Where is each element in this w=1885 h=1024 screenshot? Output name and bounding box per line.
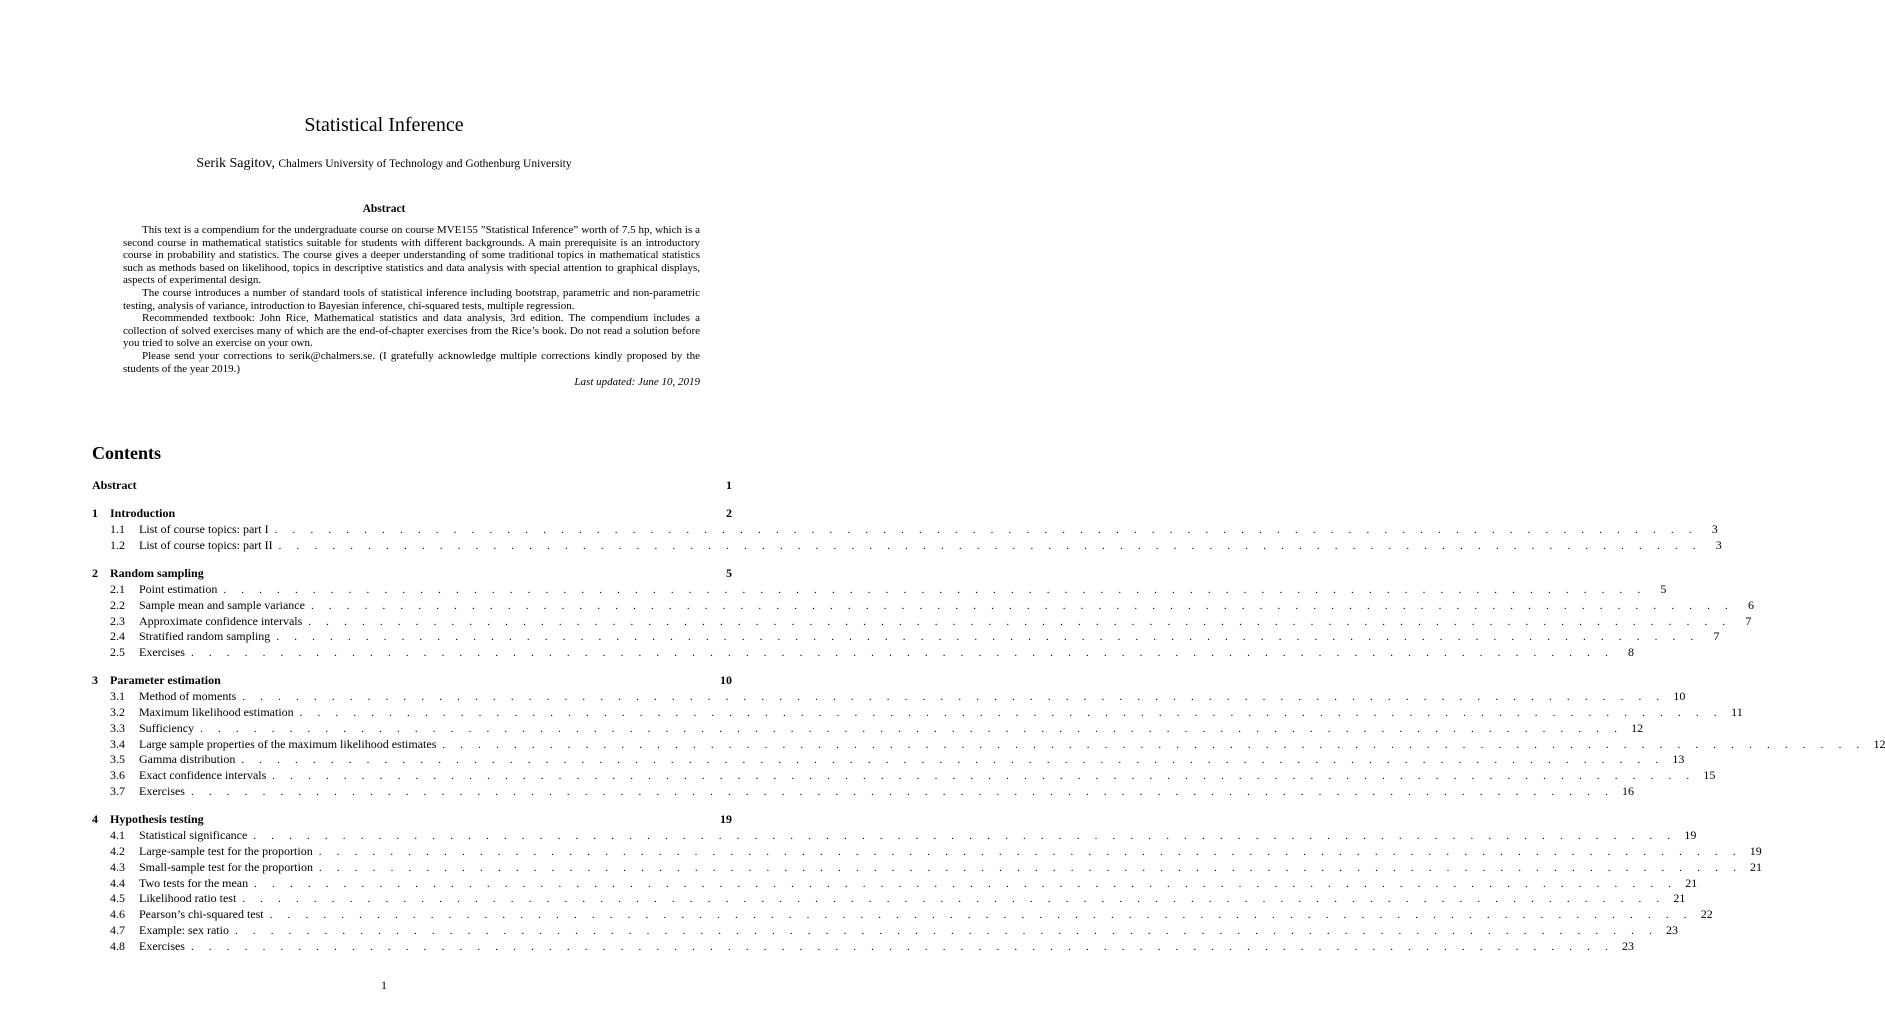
toc-section-entry[interactable]: [92, 752, 1685, 768]
toc-entry-page: 23: [1666, 922, 1679, 937]
author-line: [0, 156, 768, 172]
toc-entry-label: Introduction: [110, 506, 176, 521]
toc-entry-page: 2: [726, 506, 732, 521]
toc-entry-page: 16: [1622, 784, 1635, 799]
toc-entry-label: Maximum likelihood estimation: [139, 705, 294, 720]
toc-entry-number: 2.1: [110, 581, 125, 596]
toc-entry-label: Small-sample test for the proportion: [139, 859, 313, 874]
toc-chapter-entry[interactable]: [92, 673, 732, 689]
toc-entry-number: 1.1: [110, 522, 125, 537]
toc-entry-label: Exercises: [139, 784, 185, 799]
toc-section-entry[interactable]: [92, 629, 1720, 645]
toc-dot-leader: . . . . . . . . . . . . . . . . . . . . . . . . . . . . . . . . . . . . . . . . . . . . . . . . . . . . . . . . . . . . . . . . . . . . . . . . . . . . . . . .: [242, 893, 1666, 906]
abstract-paragraph: Please send your corrections to serik@chalmers.se. (I gratefully acknowledge multiple corrections kindly proposed by the students of the year 2019.): [123, 349, 700, 375]
toc-entry-label: Statistical significance: [139, 828, 248, 843]
toc-entry-number: 3.7: [110, 784, 125, 799]
abstract-body: [123, 224, 700, 389]
toc-entry-page: 5: [726, 566, 732, 581]
toc-entry-label: Exact confidence intervals: [139, 768, 267, 783]
toc-section-entry[interactable]: [92, 843, 1762, 860]
abstract-paragraph: The course introduces a number of standard tools of statistical inference including bootstrap, parametric and non-parametric testing, analysis of variance, introduction to Bayesian inference, chi-squared tests, multiple regression.: [123, 286, 700, 312]
toc-entry-label: Approximate confidence intervals: [139, 613, 303, 628]
author-name: Serik Sagitov,: [196, 156, 275, 171]
toc-section-entry[interactable]: [92, 705, 1743, 721]
toc-dot-leader: . . . . . . . . . . . . . . . . . . . . . . . . . . . . . . . . . . . . . . . . . . . . . . . . . . . . . . . . . . . . . . . . . . . . . . . . . . . . . . . .: [299, 707, 1723, 720]
toc-section-entry[interactable]: [92, 736, 1885, 753]
toc-dot-leader: . . . . . . . . . . . . . . . . . . . . . . . . . . . . . . . . . . . . . . . . . . . . . . . . . . . . . . . . . . . . . . . . . . . . . . . . . . . . . . . .: [190, 786, 1615, 799]
toc-entry-number: 4.7: [110, 922, 125, 937]
toc-entry-number: 2.5: [110, 645, 125, 660]
toc-section-entry[interactable]: [92, 645, 1635, 661]
toc-entry-number: 3.4: [110, 736, 125, 751]
toc-entry-page: 1: [726, 478, 732, 492]
toc-entry-label: Pearson’s chi-squared test: [139, 907, 264, 922]
toc-dot-leader: . . . . . . . . . . . . . . . . . . . . . . . . . . . . . . . . . . . . . . . . . . . . . . . . . . . . . . . . . . . . . . . . . . . . . . . . . . . . . . . .: [442, 738, 1866, 751]
table-of-contents: [92, 478, 1885, 955]
toc-entry-label: List of course topics: part I: [139, 522, 269, 537]
toc-entry-number: 4.5: [110, 891, 125, 906]
document-title: Statistical Inference: [304, 114, 464, 136]
toc-section-entry[interactable]: [92, 907, 1713, 923]
toc-dot-leader: . . . . . . . . . . . . . . . . . . . . . . . . . . . . . . . . . . . . . . . . . . . . . . . . . . . . . . . . . . . . . . . . . . . . . . . . . . . . . . . .: [272, 770, 1696, 783]
toc-entry-page: 22: [1700, 907, 1713, 922]
toc-entry-page: 3: [1711, 522, 1718, 537]
toc-section-entry[interactable]: [92, 613, 1752, 630]
toc-section-entry[interactable]: [92, 720, 1644, 737]
toc-dot-leader: . . . . . . . . . . . . . . . . . . . . . . . . . . . . . . . . . . . . . . . . . . . . . . . . . . . . . . . . . . . . . . . . . . . . . . . . . . . . . . . .: [310, 599, 1734, 612]
toc-dot-leader: . . . . . . . . . . . . . . . . . . . . . . . . . . . . . . . . . . . . . . . . . . . . . . . . . . . . . . . . . . . . . . . . . . . . . . . . . . . . . . . .: [241, 754, 1665, 767]
toc-entry-label: Large-sample test for the proportion: [139, 843, 313, 858]
toc-entry-page: 5: [1660, 581, 1667, 596]
toc-entry-page: 10: [720, 673, 732, 688]
toc-entry-number: 2.3: [110, 613, 125, 628]
toc-entry-number: 3: [92, 673, 98, 688]
toc-entry-number: 4.2: [110, 843, 125, 858]
toc-dot-leader: . . . . . . . . . . . . . . . . . . . . . . . . . . . . . . . . . . . . . . . . . . . . . . . . . . . . . . . . . . . . . . . . . . . . . . . . . . . . . . . .: [318, 861, 1743, 874]
toc-entry-page: 12: [1873, 736, 1885, 751]
toc-section-entry[interactable]: [92, 768, 1716, 784]
toc-dot-leader: . . . . . . . . . . . . . . . . . . . . . . . . . . . . . . . . . . . . . . . . . . . . . . . . . . . . . . . . . . . . . . . . . . . . . . . . . . . . . . . .: [190, 647, 1615, 660]
toc-dot-leader: . . . . . . . . . . . . . . . . . . . . . . . . . . . . . . . . . . . . . . . . . . . . . . . . . . . . . . . . . . . . . . . . . . . . . . . . . . . . . . . .: [253, 830, 1677, 843]
toc-section-entry[interactable]: [92, 938, 1635, 955]
toc-entry-page: 21: [1685, 875, 1698, 890]
toc-entry-page: 12: [1631, 720, 1644, 735]
toc-entry-page: 19: [1749, 843, 1762, 858]
toc-entry-number: 2.2: [110, 597, 125, 612]
toc-section-entry[interactable]: [92, 875, 1698, 892]
toc-section-entry[interactable]: [92, 891, 1686, 907]
toc-entry-label: Parameter estimation: [110, 673, 221, 688]
toc-entry-number: 4.8: [110, 938, 125, 953]
toc-entry-number: 2.4: [110, 629, 125, 644]
toc-dot-leader: . . . . . . . . . . . . . . . . . . . . . . . . . . . . . . . . . . . . . . . . . . . . . . . . . . . . . . . . . . . . . . . . . . . . . . . . . . . . . . . .: [278, 539, 1702, 552]
toc-section-entry[interactable]: [92, 828, 1697, 844]
toc-entry-number: 3.2: [110, 705, 125, 720]
toc-entry-label: List of course topics: part II: [139, 537, 273, 552]
toc-dot-leader: . . . . . . . . . . . . . . . . . . . . . . . . . . . . . . . . . . . . . . . . . . . . . . . . . . . . . . . . . . . . . . . . . . . . . . . . . . . . . . . .: [190, 940, 1615, 953]
toc-entry-label: Large sample properties of the maximum likelihood estimates: [139, 736, 437, 751]
toc-entry-number: 4.4: [110, 875, 125, 890]
toc-entry-number: 2: [92, 566, 98, 581]
toc-dot-leader: . . . . . . . . . . . . . . . . . . . . . . . . . . . . . . . . . . . . . . . . . . . . . . . . . . . . . . . . . . . . . . . . . . . . . . . . . . . . . . . .: [276, 631, 1700, 644]
toc-entry-number: 3.3: [110, 720, 125, 735]
toc-entry-label: Hypothesis testing: [110, 812, 204, 827]
toc-entry-page: 21: [1673, 891, 1686, 906]
toc-dot-leader: . . . . . . . . . . . . . . . . . . . . . . . . . . . . . . . . . . . . . . . . . . . . . . . . . . . . . . . . . . . . . . . . . . . . . . . . . . . . . . . .: [254, 877, 1678, 890]
toc-dot-leader: . . . . . . . . . . . . . . . . . . . . . . . . . . . . . . . . . . . . . . . . . . . . . . . . . . . . . . . . . . . . . . . . . . . . . . . . . . . . . . . .: [200, 722, 1624, 735]
contents-heading: Contents: [92, 443, 162, 463]
author-affiliation: Chalmers University of Technology and Gothenburg University: [278, 158, 572, 170]
toc-chapter-entry[interactable]: [92, 812, 732, 828]
last-updated: Last updated: June 10, 2019: [574, 376, 700, 389]
toc-section-entry[interactable]: [92, 922, 1679, 939]
toc-entry-label: Method of moments: [139, 689, 237, 704]
abstract-paragraph: Recommended textbook: John Rice, Mathematical statistics and data analysis, 3rd edition. The compendium includes a collection of solved exercises many of which are the end-of-chapter exercises from the Rice’s book. Do not read a solution before you tried to solve an exercise on your own.: [123, 312, 700, 350]
toc-dot-leader: . . . . . . . . . . . . . . . . . . . . . . . . . . . . . . . . . . . . . . . . . . . . . . . . . . . . . . . . . . . . . . . . . . . . . . . . . . . . . . . .: [242, 691, 1666, 704]
toc-entry-page: 21: [1750, 859, 1763, 874]
toc-entry-label: Sample mean and sample variance: [139, 597, 305, 612]
toc-section-entry[interactable]: [92, 784, 1635, 800]
toc-section-entry[interactable]: [92, 597, 1754, 614]
toc-section-entry[interactable]: [92, 581, 1667, 598]
toc-entry-label: Random sampling: [110, 566, 204, 581]
toc-dot-leader: . . . . . . . . . . . . . . . . . . . . . . . . . . . . . . . . . . . . . . . . . . . . . . . . . . . . . . . . . . . . . . . . . . . . . . . . . . . . . . . .: [308, 615, 1732, 628]
toc-entry-page: 7: [1713, 629, 1720, 644]
toc-dot-leader: . . . . . . . . . . . . . . . . . . . . . . . . . . . . . . . . . . . . . . . . . . . . . . . . . . . . . . . . . . . . . . . . . . . . . . . . . . . . . . . .: [274, 524, 1698, 537]
toc-section-entry[interactable]: [92, 522, 1718, 538]
toc-dot-leader: . . . . . . . . . . . . . . . . . . . . . . . . . . . . . . . . . . . . . . . . . . . . . . . . . . . . . . . . . . . . . . . . . . . . . . . . . . . . . . . .: [318, 845, 1742, 858]
abstract-heading: Abstract: [362, 203, 406, 215]
toc-chapter-entry[interactable]: [92, 566, 732, 582]
toc-entry-label: Two tests for the mean: [139, 875, 249, 890]
toc-entry-page: 23: [1622, 938, 1635, 953]
toc-entry-number: 1.2: [110, 537, 125, 552]
toc-entry-page: 8: [1628, 645, 1635, 660]
toc-entry-label: Abstract: [92, 478, 137, 492]
toc-section-entry[interactable]: [92, 689, 1686, 705]
toc-entry-page: 11: [1731, 705, 1743, 720]
toc-entry-number: 1: [92, 506, 98, 521]
toc-dot-leader: . . . . . . . . . . . . . . . . . . . . . . . . . . . . . . . . . . . . . . . . . . . . . . . . . . . . . . . . . . . . . . . . . . . . . . . . . . . . . . . .: [223, 583, 1647, 596]
abstract-paragraph: This text is a compendium for the undergraduate course on course MVE155 ”Statistical Inference” worth of 7.5 hp, which is a second course in mathematical statistics suitable for students with different backgrounds. A main prerequisite is an introductory course in probability and statistics. The course gives a deeper understanding of some traditional topics in mathematical statistics such as methods based on likelihood, topics in descriptive statistics and data analysis with special attention to graphical displays, aspects of experimental design.: [123, 224, 700, 287]
toc-entry-page: 10: [1673, 689, 1686, 704]
toc-entry-label: Example: sex ratio: [139, 922, 229, 937]
toc-entry-number: 3.5: [110, 752, 125, 767]
toc-entry-number: 4: [92, 812, 98, 827]
toc-entry-page: 13: [1672, 752, 1685, 767]
toc-dot-leader: . . . . . . . . . . . . . . . . . . . . . . . . . . . . . . . . . . . . . . . . . . . . . . . . . . . . . . . . . . . . . . . . . . . . . . . . . . . . . . . .: [269, 909, 1693, 922]
toc-entry-number: 3.1: [110, 689, 125, 704]
toc-entry-label: Exercises: [139, 938, 185, 953]
toc-entry-page: 19: [1684, 828, 1697, 843]
toc-entry-page: 3: [1715, 537, 1722, 552]
toc-entry-label: Point estimation: [139, 581, 218, 596]
toc-entry-page: 7: [1745, 613, 1752, 628]
toc-entry-label: Gamma distribution: [139, 752, 236, 767]
toc-dot-leader: . . . . . . . . . . . . . . . . . . . . . . . . . . . . . . . . . . . . . . . . . . . . . . . . . . . . . . . . . . . . . . . . . . . . . . . . . . . . . . . .: [234, 924, 1659, 937]
toc-entry-number: 4.1: [110, 828, 125, 843]
toc-entry-label: Sufficiency: [139, 720, 195, 735]
toc-entry-page: 6: [1748, 597, 1754, 612]
toc-entry-number: 3.6: [110, 768, 125, 783]
page-number: 1: [381, 978, 387, 992]
toc-entry-number: 4.3: [110, 859, 125, 874]
toc-entry-page: 19: [720, 812, 732, 827]
toc-entry-label: Exercises: [139, 645, 185, 660]
toc-entry-page: 15: [1703, 768, 1716, 783]
toc-entry-number: 4.6: [110, 907, 125, 922]
toc-section-entry[interactable]: [92, 537, 1722, 554]
toc-chapter-entry[interactable]: [92, 478, 732, 494]
toc-chapter-entry[interactable]: [92, 506, 732, 522]
toc-entry-label: Likelihood ratio test: [139, 891, 237, 906]
toc-section-entry[interactable]: [92, 859, 1763, 876]
toc-entry-label: Stratified random sampling: [139, 629, 271, 644]
